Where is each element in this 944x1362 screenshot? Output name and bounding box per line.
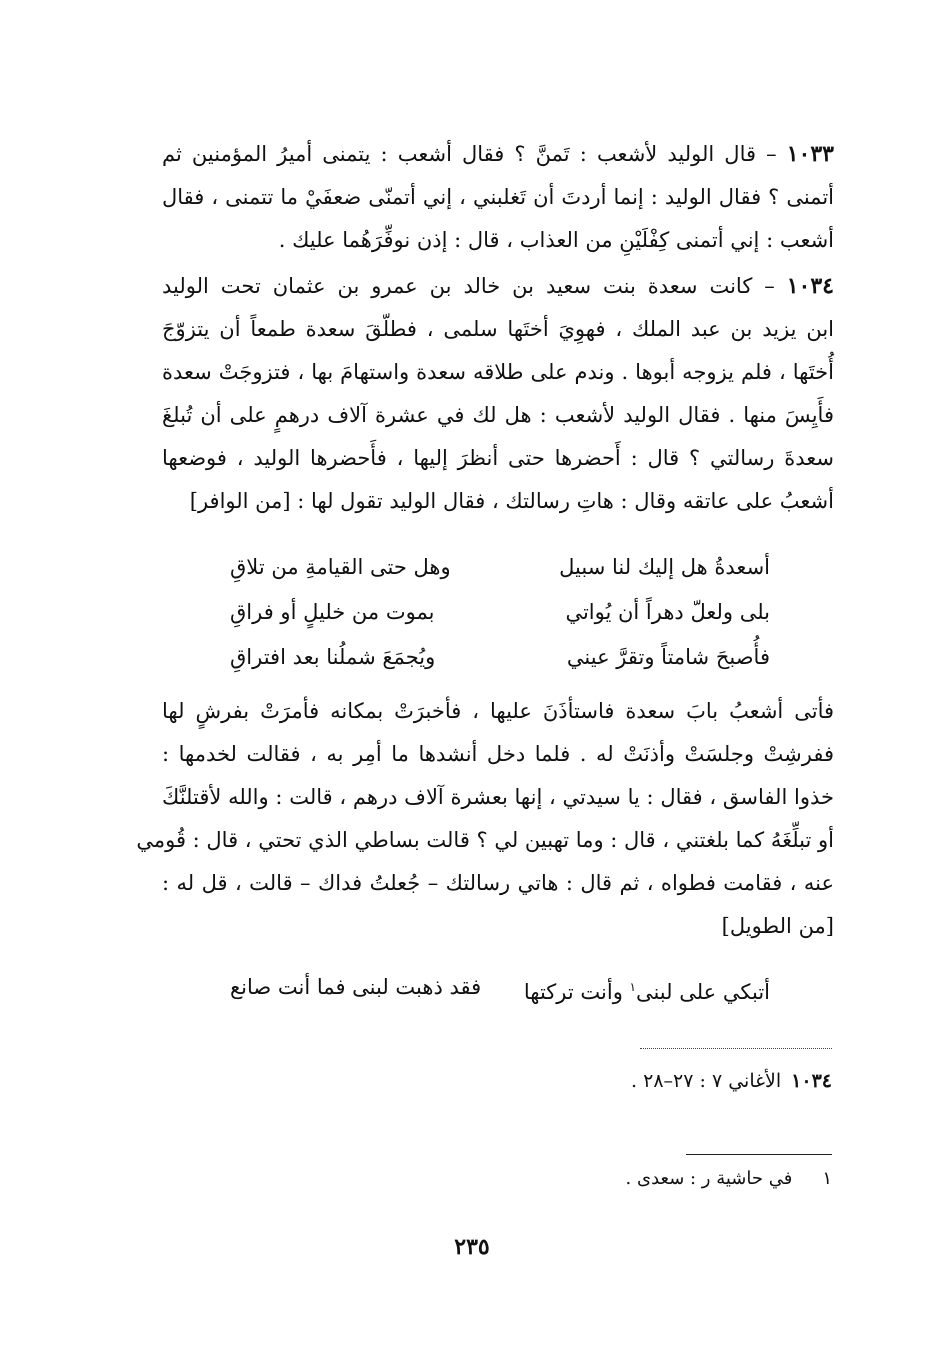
entry-number: ١٠٣٣ [786,141,834,167]
text-line [162,133,834,176]
text-line: أو تبلِّغَهُ كما بلغتني ، قال : وما تهبين لي ؟ قالت بساطي الذي تحتي ، قال : قُومي [136,828,834,852]
text-line: ففرشِتْ وجلسَتْ وأذنَتْ له . فلما دخل أنشدها ما أمِر به ، فقالت لخدمها : [162,742,834,766]
text-line: فأتى أشعبُ بابَ سعدة فاستأذَنَ عليها ، فأخبرَتْ بمكانه فأمرَتْ بفرشٍ لها [162,699,834,723]
verse-second-hemistich: ويُجمَعَ شملُنا بعد افتراقِ [230,645,436,669]
text-line: خذوا الفاسق ، فقال : يا سيدتي ، إنها بعشرة آلاف درهم ، قالت : والله لأقتلنَّكَ [162,785,834,809]
continuation-paragraph [136,690,834,948]
verse-line [230,635,770,680]
verse-text: أتبكي على لبنى [635,980,770,1004]
verse-line [230,545,770,590]
text-line: أشعب : إني أتمنى كِفْلَيْنِ من العذاب ، قال : إذن نوفِّرَهُما عليك . [278,228,834,252]
footnote [626,1168,832,1189]
line-text: – قال الوليد لأشعب : تَمنَّ ؟ فقال أشعب : يتمنى أميرُ المؤمنين ثم [162,142,777,166]
line-text: – كانت سعدة بنت سعيد بن خالد بن عمرو بن عثمان تحت الوليد [162,274,775,298]
poem-wafir [230,545,770,680]
footnote-marker: ١ [629,980,636,994]
verse-first-hemistich [524,965,770,1015]
verse-second-hemistich: وهل حتى القيامةِ من تلاقِ [230,555,451,579]
footnote-text: في حاشية ر : سعدى . [625,1168,793,1189]
text-line: أتمنى ؟ فقال الوليد : إنما أردتَ أن تَغلبني ، إني أتمنّى ضعفَيْ ما تتمنى ، فقال [162,185,834,209]
verse-second-hemistich: فقد ذهبت لبنى فما أنت صانع [230,975,482,999]
text-line: سعدةَ رسالتي ؟ قال : أَحضرها حتى أنظرَ إليها ، فأَحضرها الوليد ، فوضعها [162,446,834,470]
text-line: عنه ، فقامت فطواه ، ثم قال : هاتي رسالتك – جُعلتُ فداك – قالت ، قل له : [162,871,834,895]
source-separator [640,1048,832,1049]
source-entry-number: ١٠٣٤ [791,1070,832,1092]
footnote-number: ١ [822,1168,832,1189]
text-line: أُختَها ، فلم يزوجه أبوها . وندم على طلاقه سعدة واستهامَ بها ، فتزوجَتْ سعدة [162,360,834,384]
poem-tawil [230,965,770,1010]
source-text: الأغاني ٧ : ٢٧–٢٨ . [631,1070,782,1092]
entry-1033 [162,133,834,262]
verse-text: وأنت تركتها [523,980,630,1004]
verse-second-hemistich: بموت من خليلٍ أو فراقِ [230,600,435,624]
verse-line [230,590,770,635]
verse-line [230,965,770,1010]
source-note [631,1070,832,1092]
meter-label: [من الطويل] [721,914,834,938]
verse-first-hemistich: فأُصبحَ شامتاً وتقرَّ عيني [566,645,770,669]
text-line [162,265,834,308]
verse-first-hemistich: أسعدةُ هل إليك لنا سبيل [559,555,770,579]
entry-1034 [162,265,834,523]
text-line: فأَيِسَ منها . فقال الوليد لأشعب : هل لك في عشرة آلاف درهمٍ على أن تُبلغَ [162,403,834,427]
page-number: ٢٣٥ [454,1234,490,1260]
entry-number: ١٠٣٤ [786,273,834,299]
text-line: أشعبُ على عاتقه وقال : هاتِ رسالتك ، فقال الوليد تقول لها : [من الوافر] [189,489,834,513]
footnote-separator [686,1154,832,1155]
verse-first-hemistich: بلى ولعلّ دهراً أن يُواتي [565,600,770,624]
text-line: ابن يزيد بن عبد الملك ، فهوِيَ أختَها سلمى ، فطلّقَ سعدة طمعاً أن يتزوّجَ [162,317,834,341]
